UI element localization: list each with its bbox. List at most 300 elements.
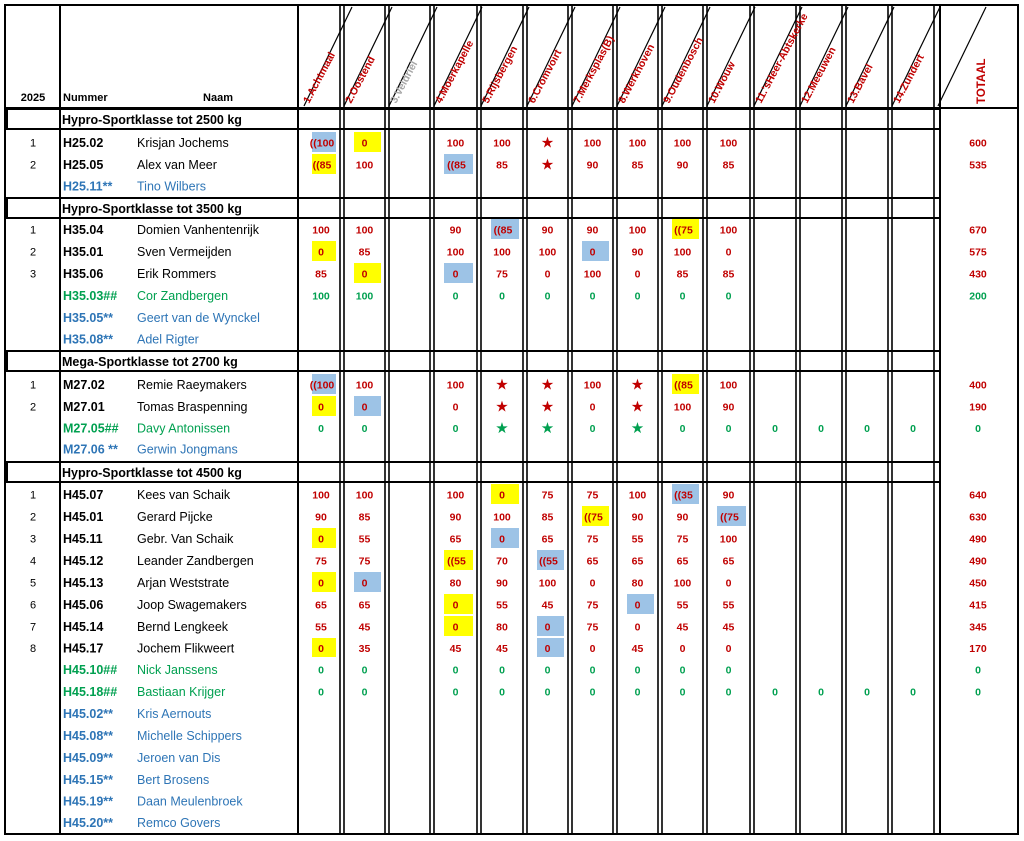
table-row bbox=[63, 333, 199, 347]
rank-cell: 2 bbox=[29, 246, 37, 259]
nummer-cell: H45.01 bbox=[63, 510, 104, 524]
race-header: 11.'sHeer-Abtskerke bbox=[753, 11, 811, 106]
score-cell: 90 bbox=[676, 159, 689, 172]
score-cell: 75 bbox=[358, 555, 371, 568]
totaal-cell: 490 bbox=[969, 555, 987, 568]
score-cell: 0 bbox=[864, 686, 870, 699]
score-cell: 100 bbox=[673, 577, 692, 590]
class-section bbox=[7, 462, 987, 830]
rank-cell: 1 bbox=[29, 137, 37, 150]
score-cell: 100 bbox=[446, 379, 465, 392]
score-cell: 100 bbox=[628, 137, 647, 150]
totaal-cell: 430 bbox=[969, 268, 987, 281]
score-cell: 85 bbox=[315, 268, 327, 281]
nummer-cell: H45.20** bbox=[63, 816, 114, 830]
score-cell: 100 bbox=[673, 137, 692, 150]
rank-cell: 3 bbox=[29, 268, 37, 281]
score-cell: 75 bbox=[586, 599, 599, 612]
naam-cell: Geert van de Wynckel bbox=[137, 311, 260, 325]
score-cell: 85 bbox=[541, 511, 554, 524]
score-cell: 0 bbox=[318, 401, 324, 414]
table-row bbox=[63, 795, 243, 809]
score-cell: 65 bbox=[358, 599, 371, 612]
score-cell: 45 bbox=[496, 643, 508, 655]
score-cell: 0 bbox=[634, 664, 641, 677]
nummer-cell: H45.11 bbox=[63, 532, 103, 546]
totaal-cell: 0 bbox=[975, 664, 981, 677]
score-cell: 0 bbox=[634, 621, 641, 634]
nummer-cell: H45.02** bbox=[63, 707, 114, 721]
score-cell: 100 bbox=[312, 489, 330, 502]
score-cell: 0 bbox=[361, 577, 368, 590]
race-header: 12.Meeuwen bbox=[799, 45, 839, 106]
table-row bbox=[63, 685, 981, 699]
star-mark: ★ bbox=[495, 420, 509, 437]
score-cell: 0 bbox=[725, 664, 732, 677]
score-cell: 0 bbox=[589, 401, 596, 414]
totaal-cell: 670 bbox=[969, 224, 987, 237]
star-mark: ★ bbox=[540, 398, 555, 416]
score-cell: 65 bbox=[722, 555, 735, 568]
rank-cell: 4 bbox=[29, 555, 37, 568]
totaal-cell: 600 bbox=[969, 137, 987, 150]
table-body bbox=[7, 109, 987, 830]
score-cell: 90 bbox=[722, 489, 735, 502]
table-row bbox=[30, 374, 987, 394]
naam-cell: Cor Zandbergen bbox=[137, 289, 229, 303]
rank-cell: 1 bbox=[29, 489, 37, 502]
score-cell: ((100 bbox=[309, 379, 335, 392]
race-header: 3.Veldriel bbox=[388, 59, 421, 106]
score-cell: 0 bbox=[318, 533, 324, 546]
table-row bbox=[63, 773, 209, 787]
rank-cell: 2 bbox=[29, 159, 37, 172]
nummer-cell: H35.08** bbox=[63, 332, 114, 347]
score-cell: 0 bbox=[818, 686, 824, 699]
table-row bbox=[30, 132, 987, 152]
score-cell: 0 bbox=[725, 246, 732, 259]
naam-cell: Adel Rigter bbox=[137, 332, 199, 347]
nummer-cell: M27.05## bbox=[63, 421, 119, 436]
highlight-cell bbox=[582, 241, 609, 261]
score-cell: 80 bbox=[449, 577, 462, 590]
naam-cell: Jochem Flikweert bbox=[137, 641, 235, 656]
score-cell: 65 bbox=[449, 533, 462, 546]
score-cell: 90 bbox=[449, 224, 462, 237]
totaal-cell: 575 bbox=[969, 246, 987, 259]
table-row bbox=[30, 506, 987, 526]
score-cell: ((85 bbox=[493, 224, 513, 237]
table-row bbox=[63, 707, 211, 721]
score-cell: 75 bbox=[496, 268, 508, 281]
score-cell: 90 bbox=[496, 577, 508, 590]
totaal-cell: 170 bbox=[969, 643, 987, 655]
score-cell: 0 bbox=[634, 268, 641, 281]
highlight-cell bbox=[537, 638, 564, 657]
star-mark: ★ bbox=[630, 398, 645, 416]
score-cell: 0 bbox=[725, 423, 732, 435]
naam-cell: Sven Vermeijden bbox=[137, 245, 232, 259]
score-cell: 0 bbox=[634, 686, 641, 699]
score-cell: 100 bbox=[719, 533, 738, 546]
highlight-cell bbox=[627, 594, 654, 614]
totaal-cell: 345 bbox=[969, 621, 987, 634]
highlight-cell bbox=[312, 572, 336, 592]
nummer-cell: H35.01 bbox=[63, 245, 104, 259]
score-cell: 85 bbox=[722, 268, 735, 281]
star-mark: ★ bbox=[495, 398, 509, 416]
table-row bbox=[63, 663, 981, 677]
score-cell: 0 bbox=[452, 664, 459, 677]
table-row bbox=[63, 816, 220, 830]
race-header: 7.Merksplas(B) bbox=[571, 33, 617, 106]
score-cell: 0 bbox=[634, 290, 641, 303]
score-cell: 100 bbox=[628, 224, 647, 237]
score-cell: ((55 bbox=[539, 555, 558, 568]
nummer-cell: H45.12 bbox=[63, 554, 104, 568]
score-cell: 55 bbox=[496, 599, 508, 612]
score-cell: ((85 bbox=[674, 379, 693, 392]
score-cell: 75 bbox=[541, 489, 554, 502]
race-header: 8.Werkhoven bbox=[616, 42, 658, 106]
score-cell: 100 bbox=[583, 268, 602, 281]
score-cell: 100 bbox=[673, 246, 692, 259]
rank-cell: 2 bbox=[29, 401, 37, 414]
score-cell: 100 bbox=[446, 489, 465, 502]
score-cell: 45 bbox=[541, 599, 554, 612]
score-cell: 65 bbox=[315, 599, 327, 612]
nummer-cell: H35.06 bbox=[63, 267, 104, 281]
score-cell: 65 bbox=[676, 555, 689, 568]
section-title: Mega-Sportklasse tot 2700 kg bbox=[62, 355, 238, 369]
star-mark: ★ bbox=[630, 376, 645, 394]
score-cell: 75 bbox=[586, 489, 599, 502]
class-section bbox=[7, 109, 987, 194]
score-cell: 0 bbox=[910, 423, 916, 435]
table-row bbox=[63, 443, 238, 457]
table-row bbox=[30, 484, 987, 504]
score-cell: 0 bbox=[544, 686, 551, 699]
nummer-cell: H45.19** bbox=[63, 794, 114, 809]
table-row bbox=[63, 729, 242, 743]
score-cell: 90 bbox=[541, 224, 554, 237]
score-cell: 0 bbox=[361, 268, 368, 281]
naam-cell: Arjan Weststrate bbox=[137, 576, 230, 590]
nummer-cell: H45.06 bbox=[63, 598, 104, 612]
naam-header: Naam bbox=[203, 92, 233, 104]
score-cell: 100 bbox=[628, 489, 647, 502]
totaal-header: TOTAAL bbox=[976, 58, 988, 104]
score-cell: 55 bbox=[358, 533, 371, 546]
score-cell: 75 bbox=[315, 555, 327, 568]
score-cell: 0 bbox=[318, 577, 324, 590]
naam-cell: Gerard Pijcke bbox=[137, 510, 213, 524]
score-cell: 80 bbox=[631, 577, 644, 590]
score-cell: 70 bbox=[496, 555, 508, 568]
score-cell: 45 bbox=[722, 621, 735, 634]
score-cell: 85 bbox=[631, 159, 644, 172]
score-cell: 0 bbox=[452, 599, 459, 612]
score-cell: 0 bbox=[318, 423, 324, 435]
naam-cell: Remco Govers bbox=[137, 816, 221, 830]
table-row bbox=[30, 594, 987, 614]
score-cell: 0 bbox=[589, 577, 596, 590]
naam-cell: Jeroen van Dis bbox=[137, 751, 221, 765]
score-cell: 85 bbox=[358, 246, 371, 259]
star-mark: ★ bbox=[540, 134, 555, 152]
naam-cell: Leander Zandbergen bbox=[137, 554, 254, 568]
highlight-cell bbox=[312, 528, 336, 548]
naam-cell: Bernd Lengkeek bbox=[137, 620, 229, 634]
highlight-cell bbox=[354, 396, 381, 416]
score-cell: 0 bbox=[361, 137, 368, 150]
score-cell: 85 bbox=[496, 159, 508, 172]
highlight-cell bbox=[444, 263, 473, 283]
naam-cell: Domien Vanhentenrijk bbox=[137, 223, 260, 237]
score-cell: 0 bbox=[679, 290, 686, 303]
score-cell: 90 bbox=[586, 224, 599, 237]
score-cell: 0 bbox=[452, 401, 459, 414]
race-header: 1.Achtmaal bbox=[301, 50, 338, 106]
score-cell: ((75 bbox=[674, 224, 693, 237]
naam-cell: Joop Swagemakers bbox=[137, 598, 247, 612]
score-cell: 100 bbox=[538, 577, 557, 590]
naam-cell: Erik Rommers bbox=[137, 267, 217, 281]
score-cell: 65 bbox=[586, 555, 599, 568]
totaal-cell: 190 bbox=[969, 401, 987, 414]
nummer-cell: H35.05** bbox=[63, 311, 114, 325]
score-cell: ((100 bbox=[309, 137, 335, 150]
score-cell: 0 bbox=[452, 621, 459, 634]
score-cell: 45 bbox=[449, 643, 462, 655]
score-cell: 100 bbox=[583, 379, 602, 392]
rank-cell: 6 bbox=[29, 599, 37, 612]
score-cell: 0 bbox=[544, 621, 551, 634]
race-header: 10.Wouw bbox=[706, 59, 738, 106]
naam-cell: Kris Aernouts bbox=[137, 707, 212, 721]
score-cell: 0 bbox=[544, 643, 551, 655]
score-cell: 0 bbox=[725, 577, 732, 590]
score-cell: 0 bbox=[499, 533, 505, 546]
highlight-cell bbox=[312, 638, 336, 657]
score-cell: 0 bbox=[589, 423, 596, 435]
score-cell: 0 bbox=[679, 664, 686, 677]
score-cell: 100 bbox=[673, 401, 692, 414]
score-cell: 100 bbox=[355, 224, 374, 237]
star-mark: ★ bbox=[540, 376, 555, 394]
score-cell: 0 bbox=[499, 686, 505, 699]
highlight-cell bbox=[354, 572, 381, 592]
table-row bbox=[30, 616, 987, 636]
score-cell: 0 bbox=[589, 664, 596, 677]
score-cell: 0 bbox=[318, 686, 324, 699]
highlight-cell bbox=[491, 528, 519, 548]
score-cell: 35 bbox=[358, 643, 371, 655]
highlight-cell bbox=[312, 396, 336, 416]
totaal-cell: 0 bbox=[975, 423, 981, 435]
table-row bbox=[30, 572, 987, 592]
rank-cell: 3 bbox=[29, 533, 37, 546]
nummer-cell: H45.08** bbox=[63, 729, 114, 743]
score-cell: 0 bbox=[318, 246, 324, 259]
table-row bbox=[30, 528, 987, 548]
score-cell: 0 bbox=[452, 290, 459, 303]
score-cell: 100 bbox=[355, 159, 374, 172]
nummer-cell: H45.15** bbox=[63, 773, 114, 787]
score-cell: ((75 bbox=[584, 511, 603, 524]
table-row bbox=[30, 638, 987, 657]
score-cell: 85 bbox=[358, 511, 371, 524]
score-cell: ((35 bbox=[674, 489, 693, 502]
naam-cell: Michelle Schippers bbox=[137, 729, 242, 743]
score-cell: ((85 bbox=[447, 159, 466, 172]
totaal-cell: 535 bbox=[969, 159, 987, 172]
nummer-cell: H25.11** bbox=[63, 179, 113, 194]
race-header: 6.Cromvoirt bbox=[526, 47, 565, 106]
rank-cell: 5 bbox=[29, 577, 37, 590]
score-cell: 80 bbox=[496, 621, 508, 634]
score-cell: 0 bbox=[679, 423, 686, 435]
nummer-cell: H45.09** bbox=[63, 751, 114, 765]
table-row bbox=[63, 289, 987, 303]
section-title: Hypro-Sportklasse tot 4500 kg bbox=[62, 466, 242, 480]
class-section bbox=[7, 351, 987, 457]
score-cell: 0 bbox=[772, 686, 778, 699]
rank-cell: 1 bbox=[29, 224, 37, 237]
score-cell: 0 bbox=[725, 686, 732, 699]
score-cell: 0 bbox=[910, 686, 916, 699]
highlight-cell bbox=[444, 594, 473, 614]
nummer-cell: M27.01 bbox=[63, 400, 105, 414]
naam-cell: Daan Meulenbroek bbox=[137, 794, 243, 809]
naam-cell: Remie Raeymakers bbox=[137, 378, 247, 392]
score-cell: 0 bbox=[452, 423, 459, 435]
nummer-cell: H45.18## bbox=[63, 685, 118, 699]
totaal-cell: 415 bbox=[969, 599, 987, 612]
class-section bbox=[7, 198, 987, 347]
score-cell: 0 bbox=[361, 686, 368, 699]
score-cell: 100 bbox=[493, 246, 511, 259]
table-row bbox=[30, 154, 987, 174]
totaal-cell: 630 bbox=[969, 511, 987, 524]
highlight-cell bbox=[491, 484, 519, 504]
table-row bbox=[30, 263, 987, 283]
table-row bbox=[30, 396, 987, 416]
score-cell: 90 bbox=[722, 401, 735, 414]
table-row bbox=[30, 241, 987, 261]
score-cell: 55 bbox=[722, 599, 735, 612]
score-cell: 45 bbox=[358, 621, 371, 634]
section-title: Hypro-Sportklasse tot 3500 kg bbox=[62, 202, 242, 216]
score-cell: 0 bbox=[589, 246, 596, 259]
race-header: 9.Oudenbosch bbox=[661, 35, 706, 106]
score-cell: 100 bbox=[355, 290, 374, 303]
star-mark: ★ bbox=[540, 156, 555, 174]
highlight-cell bbox=[444, 616, 473, 636]
nummer-cell: H45.10## bbox=[63, 663, 118, 677]
race-header: 4.Moerkapelle bbox=[433, 38, 477, 106]
highlight-cell bbox=[354, 263, 381, 283]
score-cell: 0 bbox=[499, 290, 505, 303]
nummer-cell: H25.05 bbox=[63, 158, 104, 172]
score-cell: 90 bbox=[631, 511, 644, 524]
score-cell: 0 bbox=[589, 686, 596, 699]
section-title: Hypro-Sportklasse tot 2500 kg bbox=[62, 113, 242, 127]
score-cell: 0 bbox=[589, 290, 596, 303]
race-header: 5.Rijsbergen bbox=[480, 44, 521, 106]
totaal-cell: 640 bbox=[969, 489, 987, 502]
table-row bbox=[63, 420, 981, 437]
star-mark: ★ bbox=[630, 420, 645, 437]
score-cell: 100 bbox=[355, 379, 374, 392]
score-cell: 100 bbox=[446, 246, 465, 259]
nummer-cell: M27.06 ** bbox=[63, 442, 118, 457]
score-cell: 0 bbox=[725, 643, 732, 655]
star-mark: ★ bbox=[540, 420, 555, 437]
table-row bbox=[63, 751, 220, 765]
nummer-cell: H35.03## bbox=[63, 289, 118, 303]
score-cell: 90 bbox=[631, 246, 644, 259]
score-cell: 75 bbox=[586, 533, 599, 546]
score-cell: 100 bbox=[583, 137, 602, 150]
race-header: 13.Bavel bbox=[845, 62, 876, 106]
score-cell: 0 bbox=[361, 664, 368, 677]
score-cell: 55 bbox=[631, 533, 644, 546]
score-cell: 0 bbox=[544, 290, 551, 303]
score-cell: 0 bbox=[499, 664, 505, 677]
naam-cell: Tino Wilbers bbox=[137, 179, 206, 194]
score-cell: ((55 bbox=[447, 555, 466, 568]
score-cell: 0 bbox=[499, 489, 505, 502]
totaal-cell: 200 bbox=[969, 290, 987, 303]
race-header: 2.Oostend bbox=[343, 54, 378, 106]
score-cell: 0 bbox=[361, 401, 368, 414]
rank-cell: 8 bbox=[29, 643, 37, 655]
highlight-cell bbox=[354, 132, 381, 152]
score-cell: 0 bbox=[589, 643, 596, 655]
table-row bbox=[30, 219, 987, 239]
score-cell: 0 bbox=[544, 268, 551, 281]
score-cell: 100 bbox=[719, 224, 738, 237]
score-cell: 65 bbox=[631, 555, 644, 568]
score-cell: ((85 bbox=[312, 159, 332, 172]
nummer-header: Nummer bbox=[63, 92, 108, 104]
totaal-cell: 490 bbox=[969, 533, 987, 546]
score-cell: 0 bbox=[679, 643, 686, 655]
naam-cell: Bastiaan Krijger bbox=[137, 685, 226, 699]
score-cell: 0 bbox=[318, 643, 324, 655]
nummer-cell: H35.04 bbox=[63, 223, 104, 237]
score-cell: 0 bbox=[818, 423, 824, 435]
naam-cell: Bert Brosens bbox=[137, 773, 210, 787]
rank-cell: 7 bbox=[29, 621, 37, 634]
totaal-cell: 400 bbox=[969, 379, 987, 392]
nummer-cell: H25.02 bbox=[63, 136, 104, 150]
score-cell: 0 bbox=[452, 686, 459, 699]
table-row bbox=[63, 180, 206, 194]
score-cell: 100 bbox=[719, 379, 738, 392]
star-mark: ★ bbox=[495, 376, 509, 394]
score-cell: 45 bbox=[631, 643, 644, 655]
score-cell: 55 bbox=[315, 621, 327, 634]
nummer-cell: H45.17 bbox=[63, 641, 104, 656]
score-cell: 55 bbox=[676, 599, 689, 612]
score-cell: 100 bbox=[493, 137, 511, 150]
naam-cell: Krisjan Jochems bbox=[137, 136, 229, 150]
score-cell: 100 bbox=[538, 246, 557, 259]
score-cell: 45 bbox=[676, 621, 689, 634]
score-cell: 90 bbox=[676, 511, 689, 524]
